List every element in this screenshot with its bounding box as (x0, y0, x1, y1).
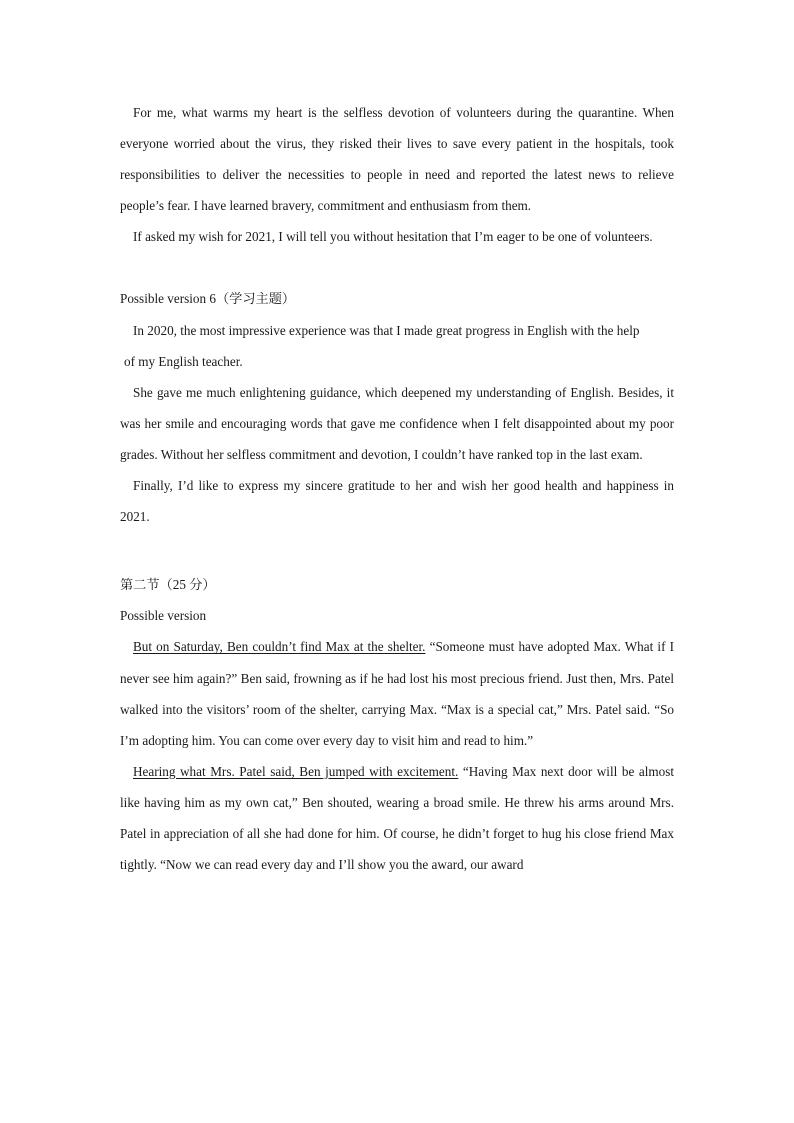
section2-heading: 第二节（25 分） (120, 577, 216, 593)
volunteers-paragraph: For me, what warms my heart is the selfless devotion of volunteers during the quarantine. When everyone worried about the virus, they risked their lives to save every patient in the hospitals, took responsibilities to deliver the necessities to people in need and reported the latest news to relieve people’s fear. I have learned bravery, commitment and enthusiasm from them. (120, 105, 674, 214)
spacer (120, 252, 674, 283)
story-paragraph-2-opening-sentence: Hearing what Mrs. Patel said, Ben jumped with excitement. (133, 763, 459, 779)
story-paragraph-1-text: “Someone must have adopted Max. What if I never see him again?” Ben said, frowning as if he had lost his most precious friend. Just then, Mrs. Patel walked into the visitors’ room of the shelter, carrying Max. “Max is a special cat,” Mrs. Patel said. “So I’m adopting him. You can come over every day to visit him and read to him.” (120, 639, 674, 748)
version6-paragraph-3: Finally, I’d like to express my sincere gratitude to her and wish her good health and happiness in 2021. (120, 478, 674, 525)
version6-heading: Possible version 6（学习主题） (120, 291, 296, 307)
spacer (120, 532, 674, 569)
story-paragraph-1 (120, 631, 674, 755)
version6-paragraph-2: She gave me much enlightening guidance, which deepened my understanding of English. Besides, it was her smile and encouraging words that gave me confidence when I felt disappointed about my poor grades. Without her selfless commitment and devotion, I couldn’t have ranked top in the last exam. (120, 384, 674, 462)
story-paragraph-1-opening-sentence: But on Saturday, Ben couldn’t find Max at the shelter. (133, 639, 426, 655)
story-paragraph-2-text: “Having Max next door will be almost like having him as my own cat,” Ben shouted, wearing a broad smile. He threw his arms around Mrs. Patel in appreciation of all she had done for him. Of course, he didn’t forget to hug his close friend Max tightly. “Now we can read every day and I’ll show you the award, our award (120, 763, 675, 873)
story-paragraph-2 (120, 756, 674, 880)
section2-subheading: Possible version (120, 608, 207, 624)
document-body (120, 97, 674, 880)
wish-paragraph: If asked my wish for 2021, I will tell you without hesitation that I’m eager to be one of volunteers. (133, 229, 653, 245)
version6-paragraph-1-line-1: In 2020, the most impressive experience was that I made great progress in English with the help (133, 322, 640, 338)
version6-paragraph-1-line-2: of my English teacher. (124, 353, 243, 369)
